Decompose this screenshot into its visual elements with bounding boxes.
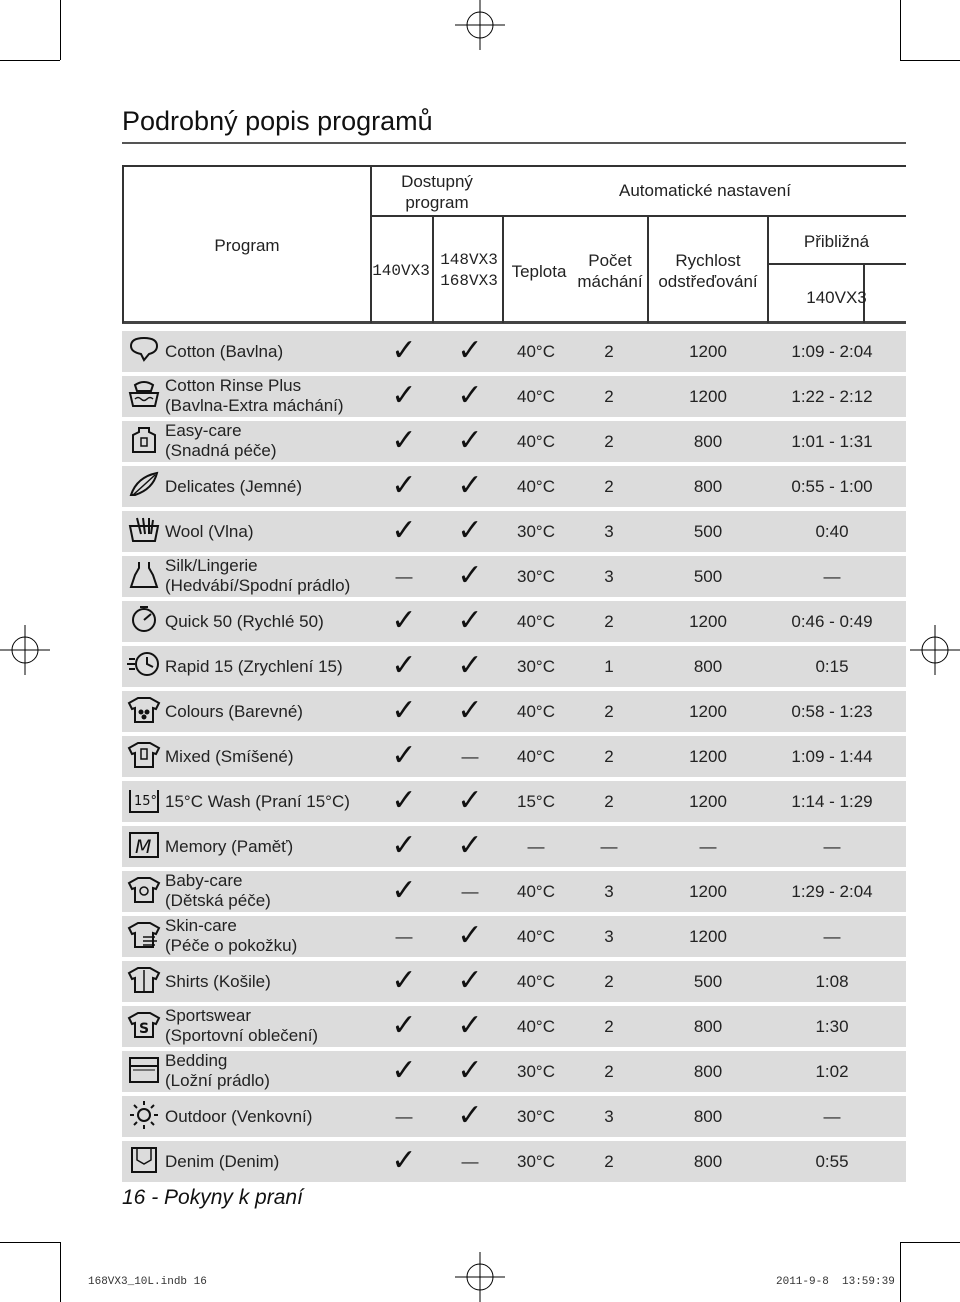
rinse-count-value: 3: [604, 1107, 614, 1126]
outdoor-icon: [127, 1099, 161, 1129]
table-row: [122, 781, 906, 822]
model-b-availability: —: [461, 747, 479, 766]
temperature-value: 30°C: [517, 567, 555, 586]
rinse-count-value: —: [600, 837, 618, 856]
registration-mark-bottom: [455, 1252, 505, 1302]
table-row: [122, 961, 906, 1002]
rinse-count-value: 2: [604, 387, 614, 406]
temperature-value: 40°C: [517, 342, 555, 361]
spin-speed-value: 1200: [689, 612, 727, 631]
silk-icon: [127, 559, 161, 589]
temperature-value: 40°C: [517, 387, 555, 406]
temperature-value: 40°C: [517, 702, 555, 721]
model-b-availability: ✓: [457, 333, 483, 368]
program-name: Skin-care (Péče o pokožku): [165, 916, 298, 955]
crop-mark: [60, 0, 61, 60]
model-b-availability: ✓: [457, 693, 483, 728]
spin-speed-value: —: [699, 837, 717, 856]
temperature-value: 30°C: [517, 1152, 555, 1171]
spin-speed-value: 800: [693, 1017, 723, 1036]
program-name: Rapid 15 (Zrychlení 15): [165, 657, 343, 676]
print-slug-time: 13:59:39: [842, 1276, 895, 1288]
colours-icon: [127, 694, 161, 724]
program-name: Wool (Vlna): [165, 522, 254, 541]
rinse-count-value: 2: [604, 792, 614, 811]
svg-text:15°: 15°: [134, 794, 158, 809]
crop-mark: [0, 1242, 60, 1243]
model-b-availability: ✓: [457, 423, 483, 458]
header-program: Program: [214, 236, 280, 255]
spin-speed-value: 1200: [689, 927, 727, 946]
title-rule: [122, 142, 906, 144]
program-name: Bedding (Ložní prádlo): [165, 1051, 270, 1090]
model-b-availability: ✓: [457, 603, 483, 638]
rinse-count-value: 3: [604, 927, 614, 946]
temperature-value: 30°C: [517, 1107, 555, 1126]
program-name: Denim (Denim): [165, 1152, 280, 1171]
program-name: Easy-care (Snadná péče): [165, 421, 277, 460]
table-row: [122, 331, 906, 372]
approx-time-value: 1:22 - 2:12: [791, 387, 873, 406]
rinse-count-value: 3: [604, 522, 614, 541]
model-b-availability: ✓: [457, 648, 483, 683]
approx-time-value: 0:55: [815, 1152, 849, 1171]
temperature-value: 15°C: [517, 792, 555, 811]
table-row: [122, 916, 906, 957]
header-approx: Přibližná: [803, 232, 870, 251]
rinse-count-value: 2: [604, 612, 614, 631]
table-row: [122, 511, 906, 552]
spin-speed-value: 500: [693, 567, 723, 586]
table-row: [122, 556, 906, 597]
program-name: 15°C Wash (Praní 15°C): [165, 792, 350, 811]
table-row: [122, 826, 906, 867]
spin-speed-value: 500: [693, 972, 723, 991]
model-b-availability: ✓: [457, 513, 483, 548]
rinse-count-value: 3: [604, 567, 614, 586]
model-a-availability: —: [395, 1107, 413, 1126]
program-name: Shirts (Košile): [165, 972, 271, 991]
rinse-count-value: 2: [604, 702, 614, 721]
crop-mark: [900, 60, 960, 61]
easy-care-icon: [127, 424, 161, 454]
approx-time-value: 1:01 - 1:31: [791, 432, 873, 451]
approx-time-value: 1:09 - 1:44: [791, 747, 873, 766]
spin-speed-value: 800: [693, 477, 723, 496]
baby-care-icon: [127, 874, 161, 904]
print-slug-file: 168VX3_10L.indb 16: [88, 1276, 207, 1288]
table-row: [122, 691, 906, 732]
spin-speed-value: 1200: [689, 747, 727, 766]
table-row: [122, 1096, 906, 1137]
rapid15-icon: [127, 649, 161, 679]
model-a-availability: ✓: [391, 738, 417, 773]
header-available: Dostupný program: [401, 172, 473, 212]
registration-mark-left: [0, 625, 50, 675]
model-b-availability: —: [461, 1152, 479, 1171]
program-name: Outdoor (Venkovní): [165, 1107, 313, 1126]
spin-speed-value: 1200: [689, 702, 727, 721]
delicates-icon: [127, 469, 161, 499]
header-approx-model: 140VX3: [806, 288, 867, 307]
approx-time-value: 0:46 - 0:49: [791, 612, 873, 631]
program-name: Colours (Barevné): [165, 702, 303, 721]
temperature-value: 40°C: [517, 432, 555, 451]
bedding-icon: [127, 1054, 161, 1084]
approx-time-value: 0:40: [815, 522, 849, 541]
table-header: [122, 165, 906, 323]
model-a-availability: —: [395, 567, 413, 586]
table-row: [122, 376, 906, 417]
program-name: Delicates (Jemné): [165, 477, 302, 496]
model-a-availability: ✓: [391, 828, 417, 863]
svg-text:M: M: [135, 836, 152, 858]
approx-time-value: —: [823, 567, 841, 586]
model-b-availability: ✓: [457, 1098, 483, 1133]
crop-mark: [60, 1242, 61, 1302]
approx-time-value: —: [823, 927, 841, 946]
table-row: [122, 646, 906, 687]
program-name: Mixed (Smíšené): [165, 747, 294, 766]
crop-mark: [900, 0, 901, 60]
denim-icon: [127, 1144, 161, 1174]
registration-mark-right: [910, 625, 960, 675]
rinse-count-value: 2: [604, 1062, 614, 1081]
approx-time-value: 0:58 - 1:23: [791, 702, 873, 721]
model-a-availability: ✓: [391, 783, 417, 818]
model-a-availability: ✓: [391, 1143, 417, 1178]
table-row: [122, 1051, 906, 1092]
program-name: Cotton (Bavlna): [165, 342, 284, 361]
spin-speed-value: 800: [693, 432, 723, 451]
approx-time-value: —: [823, 837, 841, 856]
temperature-value: 40°C: [517, 972, 555, 991]
table-row: [122, 736, 906, 777]
table-row: [122, 871, 906, 912]
model-b-availability: ✓: [457, 558, 483, 593]
crop-mark: [0, 60, 60, 61]
model-a-availability: ✓: [391, 693, 417, 728]
model-b-availability: ✓: [457, 783, 483, 818]
model-a-availability: ✓: [391, 513, 417, 548]
header-spin-speed: Rychlost odstřeďování: [658, 251, 758, 291]
spin-speed-value: 800: [693, 657, 723, 676]
program-name: Cotton Rinse Plus (Bavlna-Extra máchání): [165, 376, 344, 415]
rinse-count-value: 3: [604, 882, 614, 901]
approx-time-value: —: [823, 1107, 841, 1126]
sportswear-icon: [127, 1009, 161, 1039]
program-name: Memory (Paměť): [165, 837, 294, 856]
program-name: Silk/Lingerie (Hedvábí/Spodní prádlo): [165, 556, 351, 595]
spin-speed-value: 800: [693, 1107, 723, 1126]
spin-speed-value: 1200: [689, 387, 727, 406]
model-b-availability: ✓: [457, 963, 483, 998]
table-row: [122, 421, 906, 462]
crop-mark: [900, 1242, 901, 1302]
table-row: [122, 1141, 906, 1182]
approx-time-value: 1:08: [815, 972, 849, 991]
temperature-value: 30°C: [517, 522, 555, 541]
shirts-icon: [127, 964, 161, 994]
cotton-rinse-icon: [127, 379, 161, 409]
wash15-icon: [127, 784, 161, 814]
model-b-availability: ✓: [457, 918, 483, 953]
temperature-value: —: [527, 837, 545, 856]
model-a-availability: ✓: [391, 648, 417, 683]
approx-time-value: 1:09 - 2:04: [791, 342, 873, 361]
spin-speed-value: 1200: [689, 342, 727, 361]
rinse-count-value: 2: [604, 1152, 614, 1171]
spin-speed-value: 800: [693, 1062, 723, 1081]
model-a-availability: ✓: [391, 1053, 417, 1088]
temperature-value: 30°C: [517, 657, 555, 676]
model-b-availability: —: [461, 882, 479, 901]
svg-text:S: S: [139, 1021, 150, 1037]
program-name: Sportswear (Sportovní oblečení): [165, 1006, 319, 1045]
quick50-icon: [127, 604, 161, 634]
approx-time-value: 0:15: [815, 657, 849, 676]
table-row: [122, 466, 906, 507]
header-rinse-count: Počet máchání: [577, 251, 643, 291]
model-a-availability: ✓: [391, 963, 417, 998]
model-a-availability: ✓: [391, 333, 417, 368]
rinse-count-value: 1: [604, 657, 614, 676]
table-row: [122, 1006, 906, 1047]
approx-time-value: 1:02: [815, 1062, 849, 1081]
memory-icon: [127, 829, 161, 859]
print-slug-date: 2011-9-8: [776, 1276, 829, 1288]
header-model-b: 148VX3 168VX3: [440, 251, 498, 290]
wool-icon: [127, 514, 161, 544]
approx-time-value: 1:29 - 2:04: [791, 882, 873, 901]
temperature-value: 30°C: [517, 1062, 555, 1081]
approx-time-value: 1:14 - 1:29: [791, 792, 873, 811]
model-b-availability: ✓: [457, 378, 483, 413]
rinse-count-value: 2: [604, 432, 614, 451]
spin-speed-value: 800: [693, 1152, 723, 1171]
temperature-value: 40°C: [517, 477, 555, 496]
cotton-icon: [127, 334, 161, 364]
model-a-availability: ✓: [391, 423, 417, 458]
rinse-count-value: 2: [604, 1017, 614, 1036]
model-a-availability: ✓: [391, 603, 417, 638]
table-row: [122, 601, 906, 642]
approx-time-value: 1:30: [815, 1017, 849, 1036]
page-footer: 16 - Pokyny k praní: [122, 1186, 303, 1209]
model-b-availability: ✓: [457, 1008, 483, 1043]
header-auto-settings: Automatické nastavení: [619, 181, 791, 200]
rinse-count-value: 2: [604, 972, 614, 991]
temperature-value: 40°C: [517, 747, 555, 766]
temperature-value: 40°C: [517, 927, 555, 946]
model-a-availability: —: [395, 927, 413, 946]
rinse-count-value: 2: [604, 477, 614, 496]
temperature-value: 40°C: [517, 882, 555, 901]
rinse-count-value: 2: [604, 747, 614, 766]
program-name: Baby-care (Dětská péče): [165, 871, 271, 910]
spin-speed-value: 1200: [689, 882, 727, 901]
header-temperature: Teplota: [511, 262, 567, 281]
spin-speed-value: 1200: [689, 792, 727, 811]
page-title: Podrobný popis programů: [122, 106, 433, 136]
model-b-availability: ✓: [457, 1053, 483, 1088]
header-model-a: 140VX3: [372, 262, 430, 280]
model-b-availability: ✓: [457, 828, 483, 863]
skin-care-icon: [127, 919, 161, 949]
model-a-availability: ✓: [391, 378, 417, 413]
model-b-availability: ✓: [457, 468, 483, 503]
program-name: Quick 50 (Rychlé 50): [165, 612, 324, 631]
approx-time-value: 0:55 - 1:00: [791, 477, 873, 496]
temperature-value: 40°C: [517, 612, 555, 631]
model-a-availability: ✓: [391, 1008, 417, 1043]
registration-mark-top: [455, 0, 505, 50]
temperature-value: 40°C: [517, 1017, 555, 1036]
mixed-icon: [127, 739, 161, 769]
model-a-availability: ✓: [391, 873, 417, 908]
crop-mark: [900, 1242, 960, 1243]
model-a-availability: ✓: [391, 468, 417, 503]
spin-speed-value: 500: [693, 522, 723, 541]
rinse-count-value: 2: [604, 342, 614, 361]
